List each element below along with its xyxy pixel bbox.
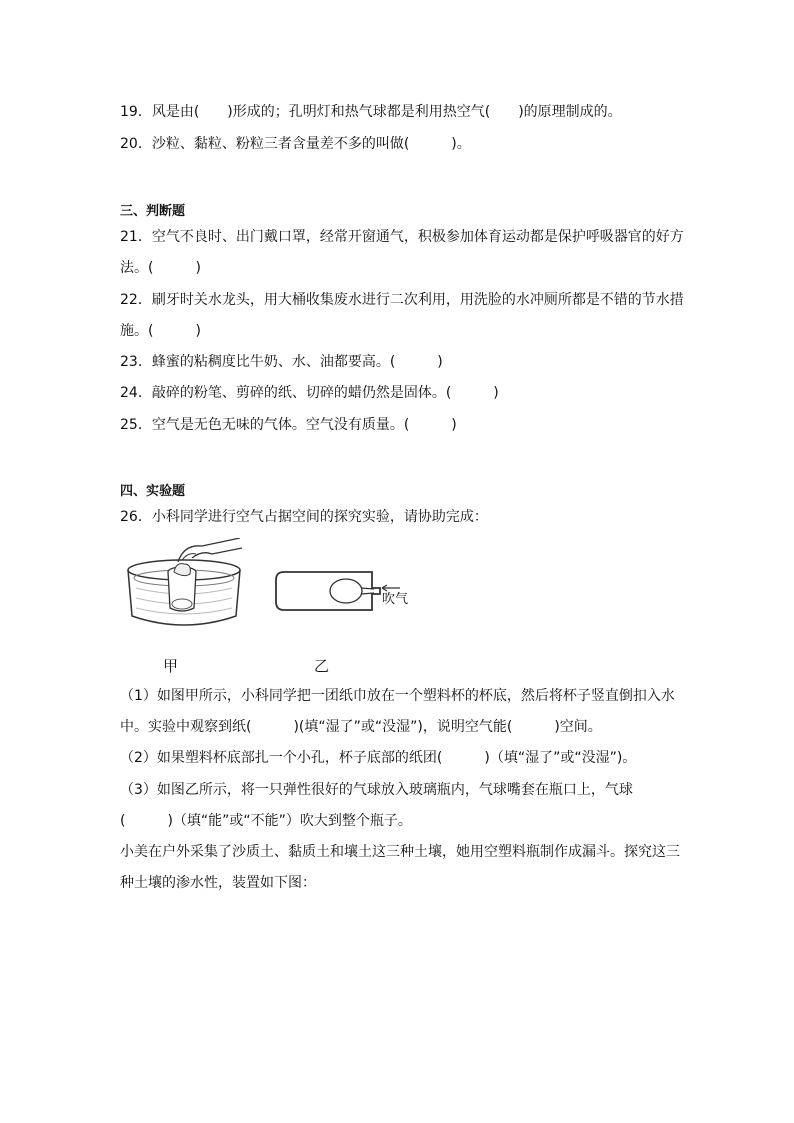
- section-title-experiment: 四、实验题: [120, 484, 186, 499]
- question-20: 20．沙粒、黏粒、粉粒三者含量差不多的叫做( )。: [120, 136, 471, 152]
- question-22-line2: 施。( ): [120, 323, 201, 339]
- part-1-line2: 中。实验中观察到纸( )(填“湿了”或“没湿”)，说明空气能( )空间。: [120, 719, 602, 735]
- question-22-line1: 22．刷牙时关水龙头，用大桶收集废水进行二次利用，用洗脸的水冲厕所都是不错的节水措: [120, 292, 684, 308]
- question-24: 24．敲碎的粉笔、剪碎的纸、切碎的蜡仍然是固体。( ): [120, 385, 499, 401]
- question-26: 26．小科同学进行空气占据空间的探究实验，请协助完成：: [120, 509, 488, 525]
- part-3-line2: ( )（填“能”或“不能”）吹大到整个瓶子。: [120, 813, 412, 829]
- question-19: 19．风是由( )形成的；孔明灯和热气球都是利用热空气( )的原理制成的。: [120, 104, 622, 120]
- figure-cup-in-water: [122, 538, 246, 634]
- soil-intro-line1: 小美在户外采集了沙质土、黏质土和壤土这三种土壤，她用空塑料瓶制作成漏斗。探究这三: [120, 844, 680, 860]
- caption-figure-a: 甲: [163, 657, 179, 675]
- question-25: 25．空气是无色无味的气体。空气没有质量。( ): [120, 417, 457, 433]
- question-21-line1: 21．空气不良时、出门戴口罩，经常开窗通气，积极参加体育运动都是保护呼吸器官的好方: [120, 229, 684, 245]
- part-1-line1: （1）如图甲所示，小科同学把一团纸巾放在一个塑料杯的杯底，然后将杯子竖直倒扣入水: [120, 688, 675, 704]
- section-title-judgment: 三、判断题: [120, 204, 186, 219]
- soil-intro-line2: 种土壤的渗水性，装置如下图：: [120, 875, 316, 891]
- part-3-line1: （3）如图乙所示，将一只弹性很好的气球放入玻璃瓶内，气球嘴套在瓶口上，气球: [120, 782, 633, 798]
- label-blow-air: 吹气: [382, 592, 409, 607]
- question-21-line2: 法。( ): [120, 260, 201, 276]
- caption-figure-b: 乙: [314, 657, 330, 675]
- question-23: 23．蜂蜜的粘稠度比牛奶、水、油都要高。( ): [120, 354, 443, 370]
- part-2: （2）如果塑料杯底部扎一个小孔，杯子底部的纸团( )（填“湿了”或“没湿”)。: [120, 750, 637, 766]
